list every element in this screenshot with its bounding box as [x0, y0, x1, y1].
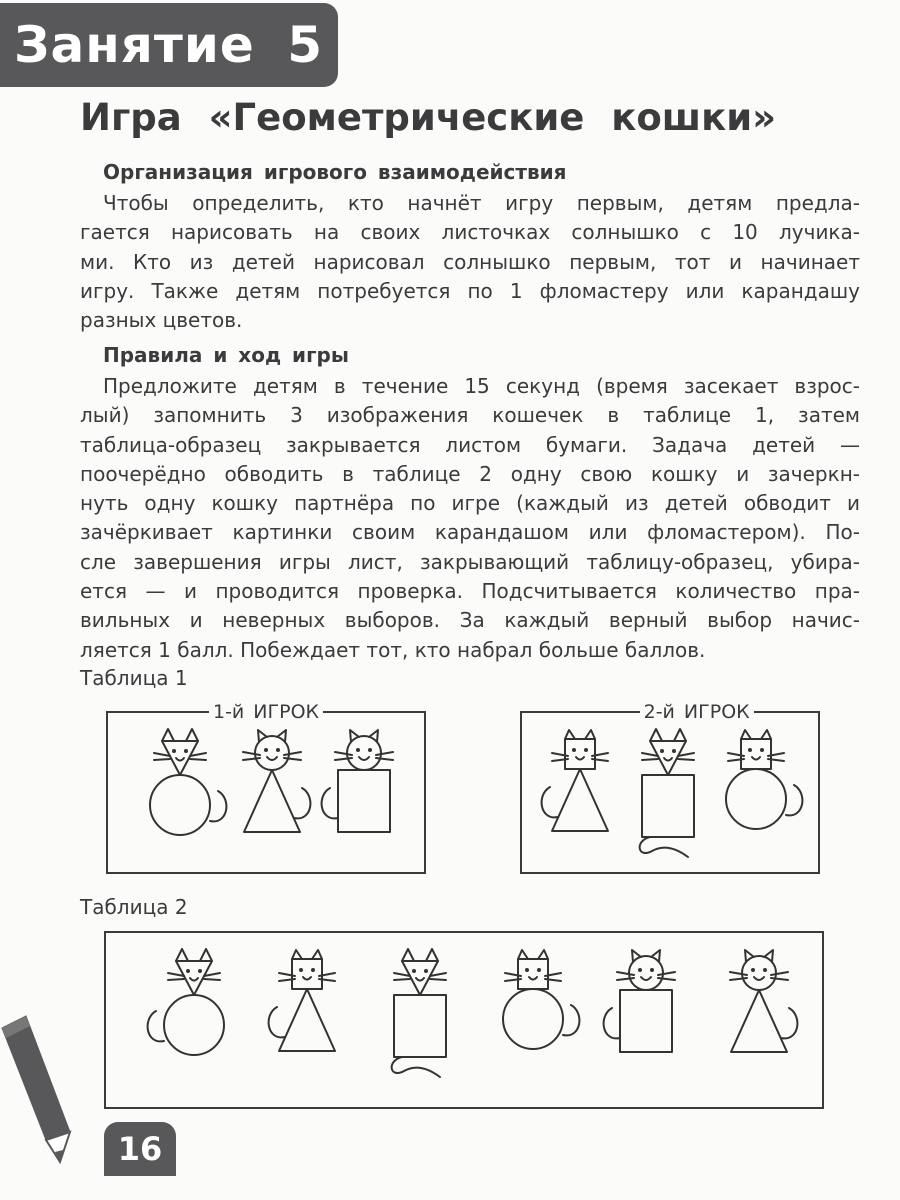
paragraph-line: поочерёдно обводить в таблице 2 одну свою кошку и зачеркн-: [80, 461, 860, 486]
table1-label: Таблица 1: [80, 666, 188, 690]
cat-circle-head-rectangle-body-icon[interactable]: [606, 949, 686, 1089]
page-title: Игра «Геометрические кошки»: [80, 96, 777, 139]
table1-player1-box: [106, 701, 426, 874]
player1-label: 1-й ИГРОК: [209, 700, 323, 724]
section-heading-organization: Организация игрового взаимодействия: [103, 160, 567, 184]
paragraph-line: гается нарисовать на своих листочках солнышко с 10 лучика-: [80, 220, 860, 245]
player2-label: 2-й ИГРОК: [640, 700, 754, 724]
cat-square-head-triangle-body-icon[interactable]: [540, 729, 620, 869]
rules-paragraph: [80, 372, 860, 665]
cat-square-head-circle-body-icon[interactable]: [716, 729, 796, 869]
paragraph-line: Чтобы определить, кто начнёт игру первым, детям предла-: [103, 191, 860, 215]
paragraph-line: лый) запомнить 3 изображения кошечек в таблице 1, затем: [80, 403, 860, 428]
table2-box: [104, 931, 824, 1109]
cat-triangle-head-circle-body-icon[interactable]: [154, 949, 234, 1089]
paragraph-line: Предложите детям в течение 15 секунд (время засекает взрос-: [103, 374, 860, 398]
organization-paragraph: [80, 189, 860, 335]
cat-circle-head-rectangle-body-icon[interactable]: [324, 729, 404, 869]
paragraph-line: сле завершения игры лист, закрывающий таблицу-образец, убира-: [80, 549, 860, 574]
cat-triangle-head-rectangle-body-icon[interactable]: [380, 949, 460, 1089]
pencil-icon: [0, 1010, 80, 1170]
cat-triangle-head-rectangle-body-icon[interactable]: [628, 729, 708, 869]
paragraph-line: зачёркивает картинки своим карандашом или фломастером). По-: [80, 520, 860, 545]
table1-player2-box: [520, 701, 820, 874]
cat-square-head-circle-body-icon[interactable]: [493, 949, 573, 1089]
cat-circle-head-triangle-body-icon[interactable]: [232, 729, 312, 869]
paragraph-line: таблица-образец закрывается листом бумаги. Задача детей —: [80, 432, 860, 457]
paragraph-line: игру. Также детям потребуется по 1 фломастеру или карандашу: [80, 278, 860, 303]
cat-triangle-head-circle-body-icon[interactable]: [140, 729, 220, 869]
paragraph-line: ляется 1 балл. Побеждает тот, кто набрал больше баллов.: [80, 637, 706, 662]
paragraph-line: вильных и неверных выборов. За каждый верный выбор начис-: [80, 608, 860, 633]
paragraph-line: ми. Кто из детей нарисовал солнышко первым, тот и начинает: [80, 249, 860, 274]
paragraph-line: нуть одну кошку партнёра по игре (каждый из детей обводит и: [80, 491, 860, 516]
paragraph-line: ется — и проводится проверка. Подсчитывается количество пра-: [80, 579, 860, 604]
table2-label: Таблица 2: [80, 895, 188, 919]
cat-circle-head-triangle-body-icon[interactable]: [719, 949, 799, 1089]
cat-square-head-triangle-body-icon[interactable]: [267, 949, 347, 1089]
lesson-tab: Занятие 5: [0, 3, 338, 87]
paragraph-line: разных цветов.: [80, 308, 243, 333]
page-number: 16: [104, 1122, 176, 1176]
section-heading-rules: Правила и ход игры: [103, 343, 349, 367]
